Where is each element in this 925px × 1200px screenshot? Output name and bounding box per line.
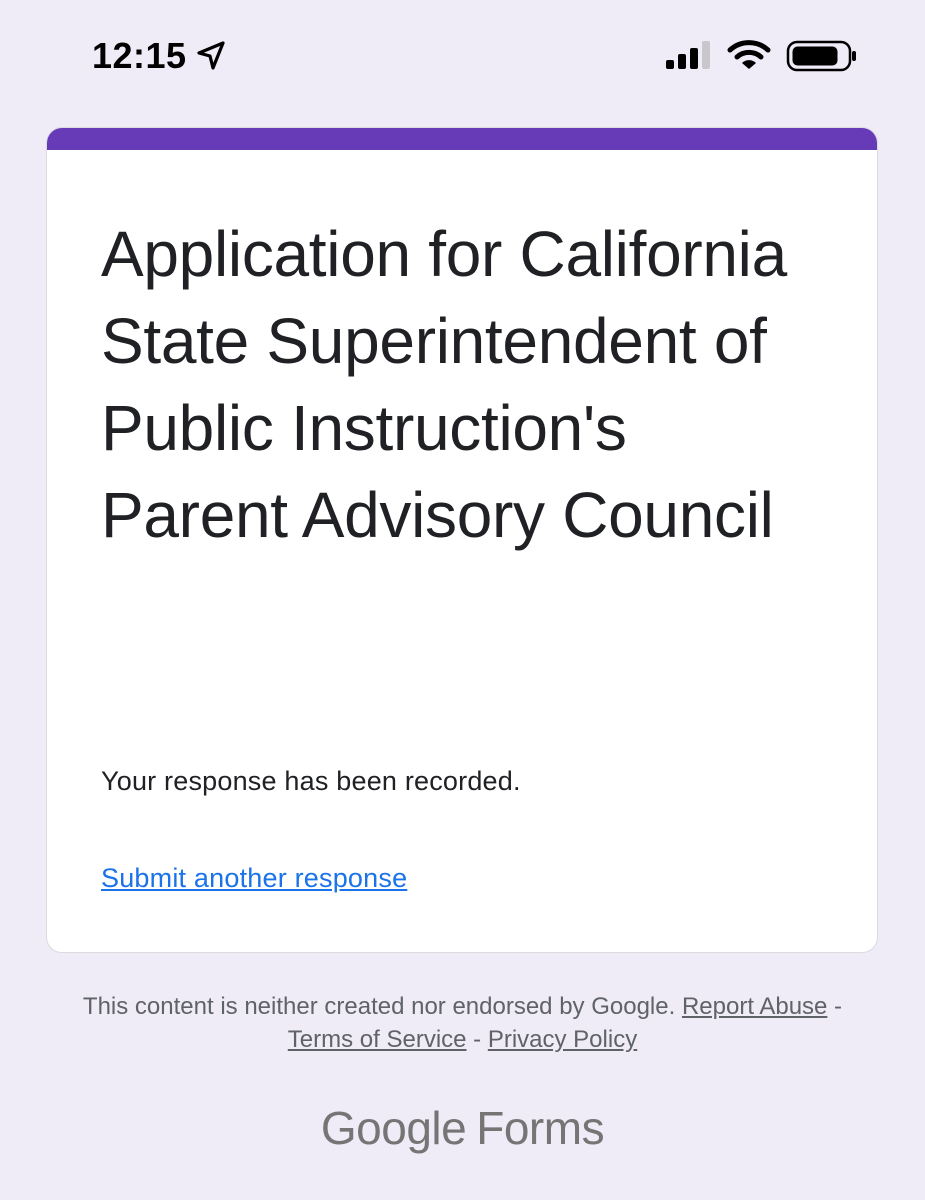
status-bar [0,0,925,110]
submit-another-response-link[interactable]: Submit another response [101,863,408,893]
card-accent-bar [47,128,877,150]
google-forms-logo[interactable] [0,1098,925,1158]
disclaimer-text: This content is neither created nor endorsed by Google. [82,993,676,1020]
form-title: Application for California State Superintendent of Public Instruction's Parent Advisory Council [101,218,787,551]
battery-icon [786,40,858,72]
cellular-signal-icon [665,40,715,70]
terms-of-service-link[interactable]: Terms of Service [287,1026,467,1053]
brand-product: Forms [476,1102,605,1154]
report-abuse-link[interactable]: Report Abuse [681,993,828,1020]
location-arrow-icon [196,40,226,72]
separator: - [827,993,843,1020]
privacy-policy-link[interactable]: Privacy Policy [487,1026,638,1053]
status-time: 12:15 [92,35,187,76]
footer-disclaimer [60,990,865,1056]
confirmation-message: Your response has been recorded. [101,766,521,796]
wifi-icon [727,38,771,72]
separator: - [466,1026,488,1053]
form-card [46,127,878,953]
brand-google: Google [320,1102,467,1154]
